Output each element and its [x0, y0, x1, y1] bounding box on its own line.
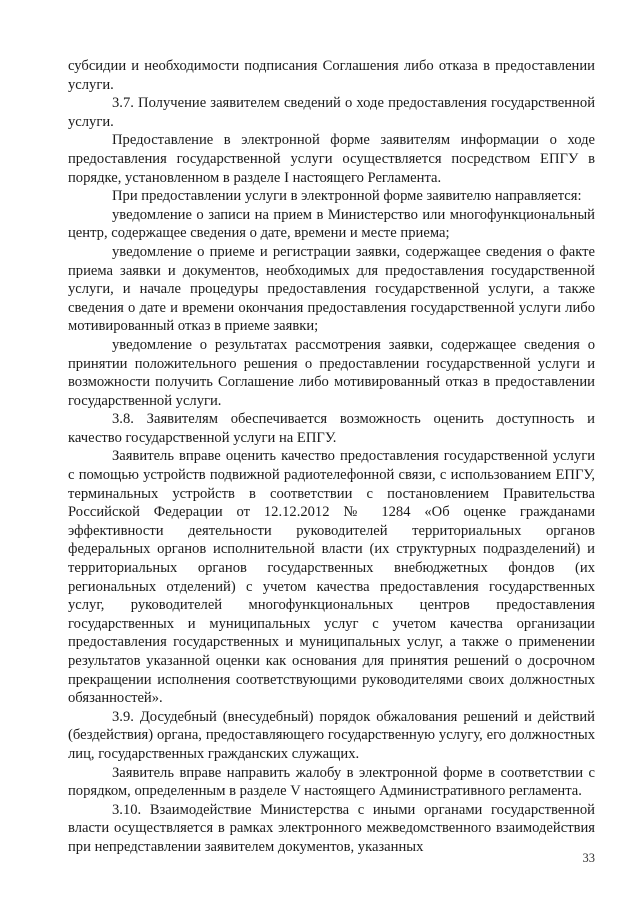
list-item: уведомление о приеме и регистрации заявки, содержащее сведения о факте приема заявки и документов, необходимых для предоставления государственной услуги, и начале процедуры предоставления государственной услуги, а также сведения о дате и времени окончания предоставления государственной услуги либо мотивированный отказ в приеме заявки; [68, 243, 595, 335]
paragraph-continuation: субсидии и необходимости подписания Соглашения либо отказа в предоставлении услуги. [68, 58, 595, 93]
list-item: уведомление о записи на прием в Министерство или многофункциональный центр, содержащее сведения о дате, времени и месте приема; [68, 206, 595, 242]
document-body [68, 57, 595, 857]
paragraph: Заявитель вправе направить жалобу в электронной форме в соответствии с порядком, определенным в разделе V настоящего Административного регламента. [68, 764, 595, 800]
paragraph-3-9-heading: 3.9. Досудебный (внесудебный) порядок обжалования решений и действий (бездействия) органа, предоставляющего государственную услугу, его должностных лиц, государственных гражданских служащих. [68, 708, 595, 762]
paragraph: Заявитель вправе оценить качество предоставления государственной услуги с помощью устройств подвижной радиотелефонной связи, с использованием ЕПГУ, терминальных устройств в соответствии с постановлением Правительства Российской Федерации от 12.12.2012 № 1284 «Об оценке гражданами эффективности деятельности руководителей территориальных органов федеральных органов исполнительной власти (их структурных подразделений) и территориальных органов государственных внебюджетных фондов (их региональных отделений) с учетом качества предоставления государственных услуг, руководителей многофункциональных центров предоставления государственных и муниципальных услуг с учетом качества организации предоставления государственных и муниципальных услуг, а также о применении результатов указанной оценки как основания для принятия решений о досрочном прекращении исполнения соответствующими руководителями своих должностных обязанностей». [68, 448, 595, 707]
page-number: 33 [582, 851, 595, 865]
list-item: уведомление о результатах рассмотрения заявки, содержащее сведения о принятии положительного решения о предоставлении государственной услуги и возможности получить Соглашение либо мотивированный отказ в предоставлении государственной услуги. [68, 336, 595, 409]
paragraph-3-7-heading: 3.7. Получение заявителем сведений о ходе предоставления государственной услуги. [68, 95, 595, 130]
paragraph-3-10-heading: 3.10. Взаимодействие Министерства с иными органами государственной власти осуществляется в рамках электронного межведомственного взаимодействия при непредставлении заявителем документов, указанных [68, 801, 595, 855]
paragraph-3-8-heading: 3.8. Заявителям обеспечивается возможность оценить доступность и качество государственной услуги на ЕПГУ. [68, 411, 595, 446]
paragraph: При предоставлении услуги в электронной форме заявителю направляется: [112, 188, 582, 205]
paragraph: Предоставление в электронной форме заявителям информации о ходе предоставления государственной услуги осуществляется посредством ЕПГУ в порядке, установленном в разделе I настоящего Регламента. [68, 132, 595, 186]
